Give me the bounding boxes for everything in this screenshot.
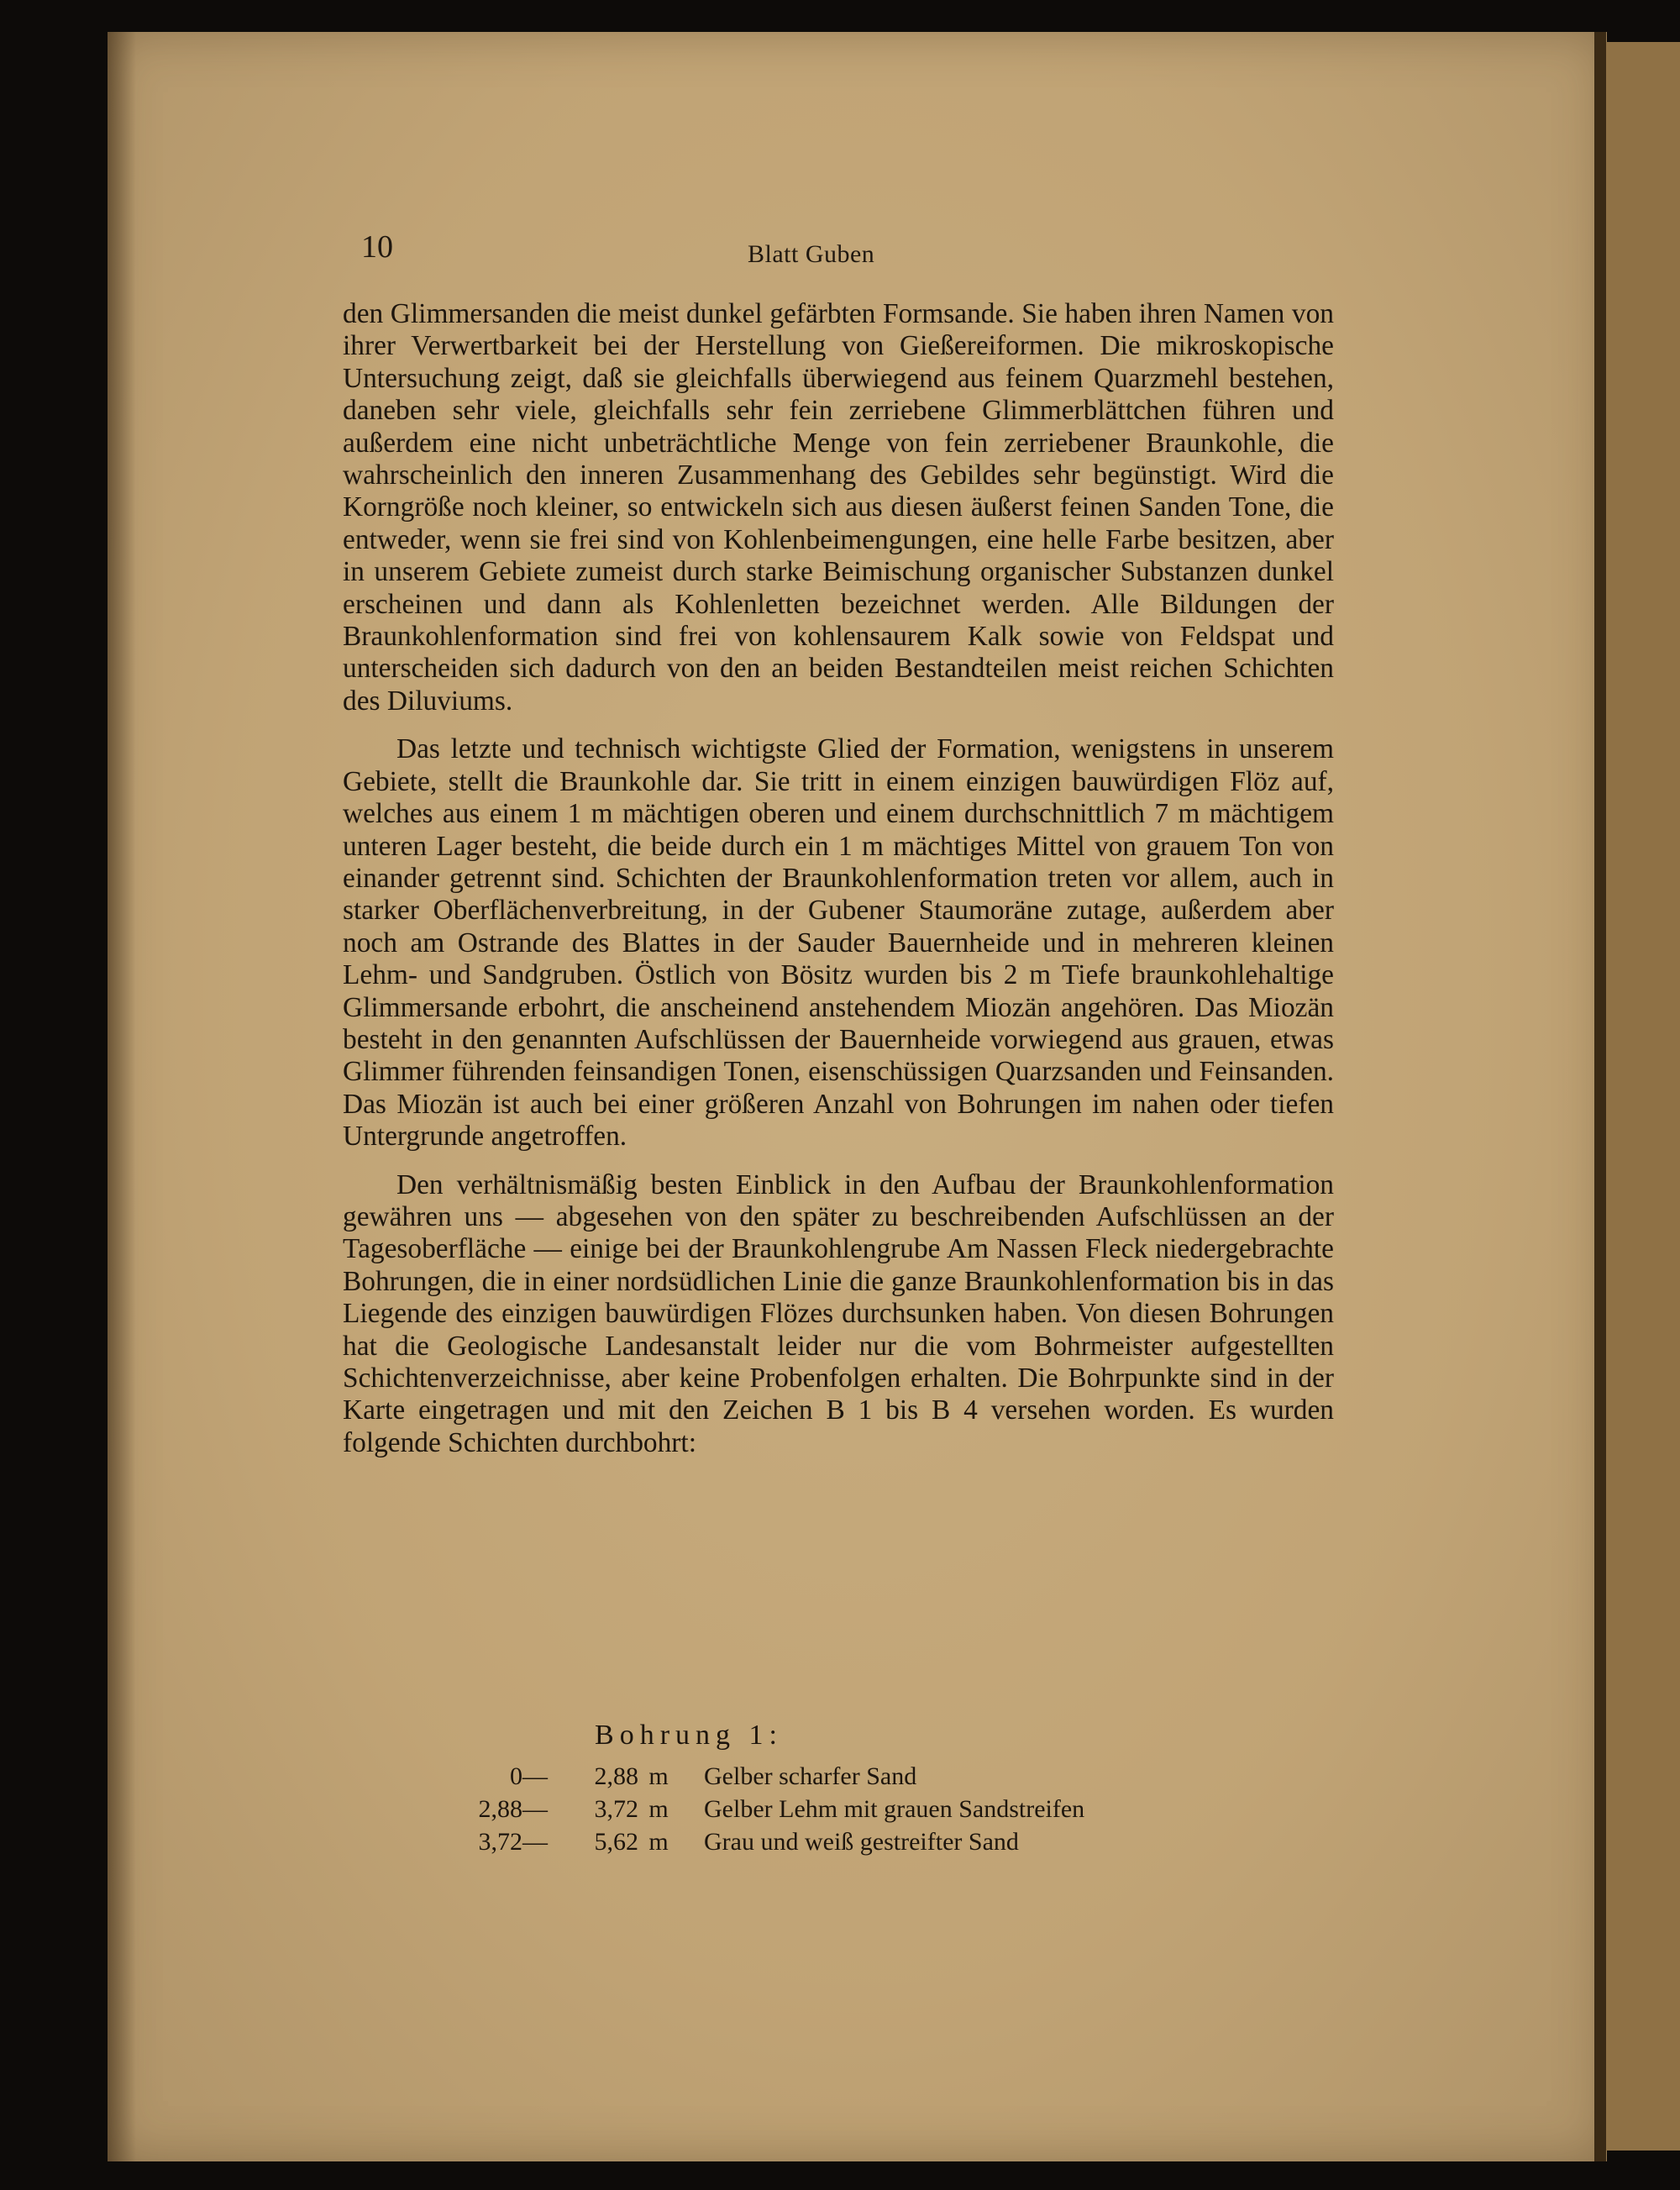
layer-description: Gelber Lehm mit grauen Sandstreifen [704,1795,1085,1823]
table-row [454,1793,1210,1825]
layer-description: Grau und weiß gestreifter Sand [704,1828,1019,1856]
table-row [454,1825,1210,1858]
depth-unit: m [648,1828,669,1856]
body-text [343,298,1334,1459]
page-header [361,228,1336,287]
depth-to: 5,62 [594,1828,638,1856]
boring-title: Bohrung 1: [595,1720,783,1751]
depth-from: 0— [510,1762,548,1790]
running-title: Blatt Guben [748,240,875,268]
layer-description: Gelber scharfer Sand [704,1762,917,1790]
page-number: 10 [361,229,393,265]
depth-unit: m [648,1762,669,1790]
depth-from: 3,72— [478,1828,548,1856]
paragraph: Den verhältnismäßig besten Einblick in den Aufbau der Braunkohlenformation gewähren uns — abgesehen von den später zu beschreibenden Aufschlüssen an der Tagesoberfläche — einige bei der Braunkohlengrube Am Nassen Fleck niedergebrachte Bohrungen, die in einer nordsüdlichen Linie die ganze Braunkohlenformation bis in das Liegende des einzigen bauwürdigen Flözes durchsunken haben. Von diesen Bohrungen hat die Geologische Landesanstalt leider nur die vom Bohrmeister aufgestellten Schichtenverzeichnisse, aber keine Probenfolgen erhalten. Die Bohrpunkte sind in der Karte eingetragen und mit den Zeichen B 1 bis B 4 versehen worden. Es wurden folgende Schichten durchbohrt: [343,1169,1334,1458]
page-edge [1594,32,1606,2161]
paragraph: Das letzte und technisch wichtigste Glied der Formation, wenigstens in unserem Gebiete, stellt die Braunkohle dar. Sie tritt in einem einzigen bauwürdigen Flöz auf, welches aus einem 1 m mächtigen oberen und einem durchschnittlich 7 m mächtigem unteren Lager besteht, die beide durch ein 1 m mächtiges Mittel von grauem Ton von einander getrennt sind. Schichten der Braunkohlenformation treten vor allem, auch in starker Oberflächenverbreitung, in der Gubener Staumoräne zutage, außerdem aber noch am Ostrande des Blattes in der Sauder Bauernheide und in mehreren kleinen Lehm- und Sandgruben. Östlich von Bösitz wurden bis 2 m Tiefe braunkohlehaltige Glimmersande erbohrt, die anscheinend anstehendem Miozän angehören. Das Miozän besteht in den genannten Aufschlüssen der Bauernheide vorwiegend aus grauen, etwas Glimmer führenden feinsandigen Tonen, eisenschüssigen Quarzsanden und Feinsanden. Das Miozän ist auch bei einer größeren Anzahl von Bohrungen im nahen oder tiefen Untergrunde angetroffen. [343,733,1334,1153]
depth-unit: m [648,1795,669,1823]
depth-from: 2,88— [478,1795,548,1823]
depth-to: 3,72 [594,1795,638,1823]
table-row [454,1760,1210,1793]
page-gutter-shadow [108,32,136,2161]
paragraph: den Glimmersanden die meist dunkel gefärbten Formsande. Sie haben ihren Namen von ihrer Verwertbarkeit bei der Herstellung von Gießereiformen. Die mikroskopische Untersuchung zeigt, daß sie gleichfalls überwiegend aus feinem Quarzmehl bestehen, daneben sehr viele, gleichfalls sehr fein zerriebene Glimmerblättchen führen und außerdem eine nicht unbeträchtliche Menge von fein zerriebener Braunkohle, die wahrscheinlich den inneren Zusammenhang des Gebildes sehr begünstigt. Wird die Korngröße noch kleiner, so entwickeln sich aus diesen äußerst feinen Sanden Tone, die entweder, wenn sie frei sind von Kohlenbeimengungen, eine helle Farbe besitzen, aber in unserem Gebiete zumeist durch starke Beimischung organischer Substanzen dunkel erscheinen und dann als Kohlenletten bezeichnet werden. Alle Bildungen der Braunkohlenformation sind frei von kohlensaurem Kalk sowie von Feldspat und unterscheiden sich dadurch von den an beiden Bestandteilen meist reichen Schichten des Diluviums. [343,298,1334,717]
next-page-edge [1606,42,1680,2151]
boring-table [454,1720,1210,1858]
depth-to: 2,88 [594,1762,638,1790]
